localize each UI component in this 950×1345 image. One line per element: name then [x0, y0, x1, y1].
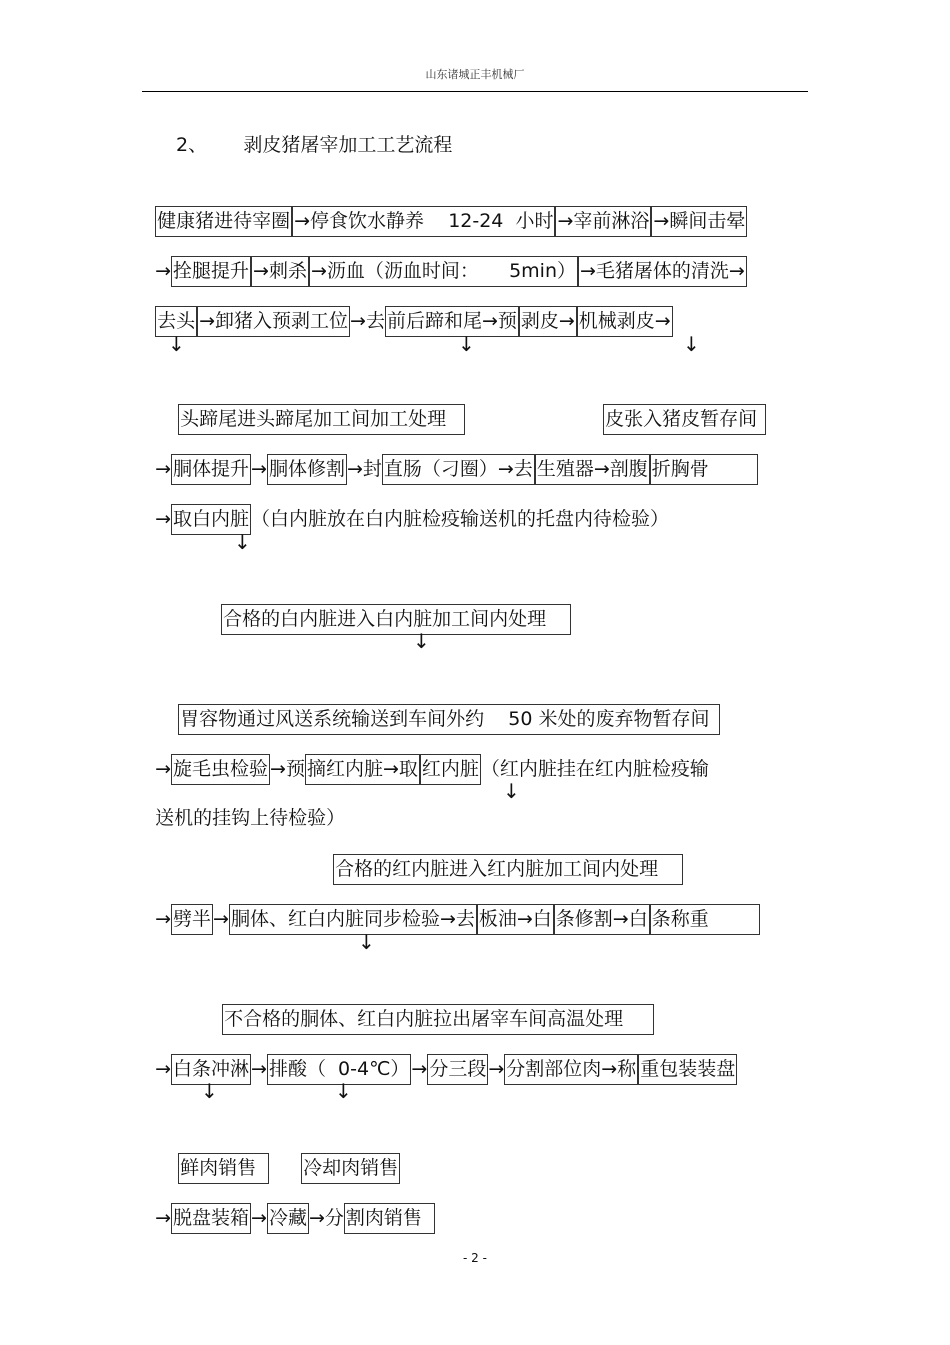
flow-step: →瞬间击晕: [651, 206, 747, 237]
flow-step: 鲜肉销售: [178, 1153, 269, 1184]
flow-text: →: [155, 1207, 172, 1229]
flow-text: →分: [308, 1207, 344, 1229]
flow-step: 合格的红内脏进入红内脏加工间内处理: [333, 854, 683, 885]
flow-row-5: [143, 426, 758, 480]
flow-step: 摘红内脏→取: [305, 754, 420, 785]
flow-text: →: [155, 508, 172, 530]
down-arrow-icon: ↓: [683, 332, 700, 356]
flow-text: →: [251, 1207, 267, 1229]
flow-text: →: [251, 1058, 267, 1080]
header-divider: [142, 91, 808, 92]
flow-row-16: [143, 1175, 435, 1229]
flow-text: →: [155, 908, 172, 930]
flow-step: →卸猪入预剥工位: [197, 306, 350, 337]
flow-step: 皮张入猪皮暂存间: [603, 404, 766, 435]
flow-step: 胴体修割: [267, 454, 347, 485]
flow-text: （红内脏挂在红内脏检疫输: [480, 758, 709, 780]
flow-step: 去头: [155, 306, 197, 337]
flow-row-2: [143, 228, 747, 282]
flow-step: 条称重: [650, 904, 760, 935]
flow-text: →: [155, 260, 172, 282]
down-arrow-icon: ↓: [358, 930, 375, 954]
flow-text: →: [155, 458, 172, 480]
flow-step: 胃容物通过风送系统输送到车间外约 50 米处的废弃物暂存间: [178, 704, 720, 735]
flow-row-11: [321, 826, 683, 880]
flow-row-10: [143, 776, 346, 829]
flow-row-3: [143, 278, 673, 332]
flow-row-6: [143, 476, 670, 530]
flow-row-4b: [591, 376, 766, 430]
flow-row-4a: [166, 376, 465, 430]
flow-text: →: [488, 1058, 505, 1080]
flow-row-8: [166, 676, 720, 730]
flow-step: 前后蹄和尾→预: [385, 306, 519, 337]
flow-text: →封: [346, 458, 382, 480]
flow-text: →: [155, 1058, 172, 1080]
flow-text: →: [213, 908, 229, 930]
down-arrow-icon: ↓: [458, 332, 475, 356]
flow-step: 劈半: [171, 904, 213, 935]
flow-step: 机械剥皮→: [577, 306, 673, 337]
flow-row-9: [143, 726, 709, 780]
flow-text: →: [251, 458, 267, 480]
flow-row-12: [143, 876, 760, 930]
flow-step: 板油→白: [477, 904, 554, 935]
flow-step: 条修割→白: [554, 904, 650, 935]
flow-step: 不合格的胴体、红白内脏拉出屠宰车间高温处理: [222, 1004, 654, 1035]
flow-step: 胴体提升: [171, 454, 251, 485]
flow-row-13: [210, 976, 654, 1030]
down-arrow-icon: ↓: [201, 1079, 218, 1103]
flow-step: 红内脏: [420, 754, 481, 785]
flow-text: （白内脏放在白内脏检疫输送机的托盘内待检验）: [251, 508, 670, 530]
down-arrow-icon: ↓: [234, 530, 251, 554]
page-header: 山东诸城正丰机械厂: [425, 68, 525, 81]
flow-step: 折胸骨: [650, 454, 758, 485]
flow-step: 剥皮→: [519, 306, 577, 337]
flow-step: 直肠（刁圈）→去: [382, 454, 535, 485]
flow-step: 重包装装盘: [638, 1054, 737, 1085]
flow-step: →宰前淋浴: [555, 206, 651, 237]
flow-step: →刺杀: [251, 256, 309, 287]
flow-row-7: [209, 576, 571, 630]
flow-step: 冷藏: [267, 1203, 309, 1234]
flow-step: →毛猪屠体的清洗→: [578, 256, 747, 287]
flow-row-15a: [166, 1125, 269, 1179]
flow-step: 割肉销售: [344, 1203, 435, 1234]
flow-step: 拴腿提升: [171, 256, 251, 287]
flow-text: 送机的挂钩上待检验）: [155, 807, 346, 829]
flow-step: 头蹄尾进头蹄尾加工间加工处理: [178, 404, 465, 435]
flow-row-1: [143, 178, 747, 232]
page-number: - 2 -: [463, 1251, 487, 1265]
flow-text: →预: [270, 758, 305, 780]
flow-text: →去: [350, 310, 385, 332]
flow-step: 合格的白内脏进入白内脏加工间内处理: [221, 604, 571, 635]
flow-step: 分三段: [427, 1054, 488, 1085]
flow-row-14: [143, 1026, 737, 1080]
flow-step: 冷却肉销售: [301, 1153, 400, 1184]
flow-text: →: [411, 1058, 428, 1080]
flow-step: 分割部位肉→称: [504, 1054, 638, 1085]
flow-step: 健康猪进待宰圈: [155, 206, 292, 237]
flow-text: →: [155, 758, 172, 780]
section-title: 2、 剥皮猪屠宰加工工艺流程: [176, 134, 453, 156]
down-arrow-icon: ↓: [503, 779, 520, 803]
flow-step: 生殖器→剖腹: [535, 454, 650, 485]
flow-step: 白条冲淋: [171, 1054, 251, 1085]
flow-step: 取白内脏: [171, 504, 251, 535]
down-arrow-icon: ↓: [413, 629, 430, 653]
flow-step: 脱盘装箱: [171, 1203, 251, 1234]
flow-row-15b: [289, 1125, 400, 1179]
flow-step: →沥血（沥血时间： 5min）: [309, 256, 578, 287]
down-arrow-icon: ↓: [168, 332, 185, 356]
flow-step: →停食饮水静养 12-24 小时: [292, 206, 555, 237]
flow-step: 排酸（ 0-4℃）: [267, 1054, 411, 1085]
down-arrow-icon: ↓: [335, 1079, 352, 1103]
flow-step: 胴体、红白内脏同步检验→去: [229, 904, 477, 935]
flow-step: 旋毛虫检验: [171, 754, 270, 785]
